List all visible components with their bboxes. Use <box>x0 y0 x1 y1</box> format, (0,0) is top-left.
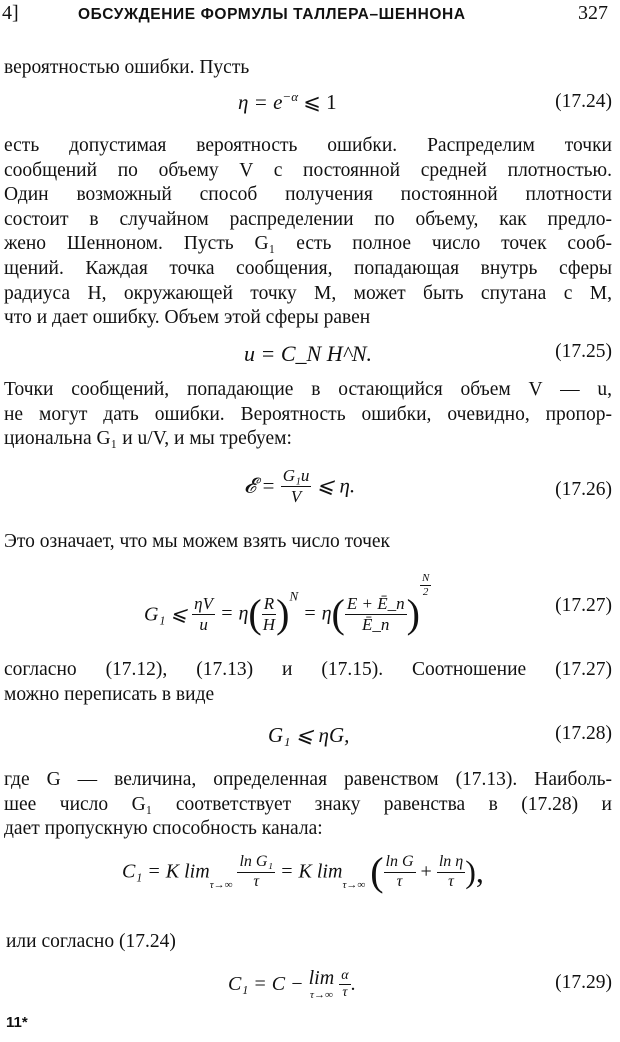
text-line: вероятностью ошибки. Пусть <box>4 57 250 78</box>
eq-rhs: ⩽ 1 <box>298 90 337 114</box>
fraction <box>437 853 465 891</box>
eq-rhs: ⩽ η. <box>316 473 356 498</box>
fraction <box>345 594 407 634</box>
equation-channel-capacity: C₁ = K lim τ→∞ $\frac{\text{ln G₁}}{\tau}$ = K lim τ→∞ ( $\frac{\text{ln G}}{\tau}$ + $\frac{\text{ln η}}{\tau}$ ), <box>122 849 484 894</box>
paragraph-6 <box>4 768 612 842</box>
paragraph-4 <box>4 530 612 555</box>
eq-lhs: η = e <box>238 90 283 114</box>
denominator: τ <box>342 985 348 1001</box>
limit-subscript: τ→∞ <box>209 878 233 891</box>
fraction <box>384 853 416 891</box>
text-line: согласно (17.12), (17.13) и (17.15). Соотношение (17.27) <box>4 659 612 680</box>
eq-lhs: G₁ ⩽ <box>144 603 188 626</box>
numerator: ln G₁ <box>237 853 275 872</box>
equation-17-28: G₁ ⩽ ηG, <box>268 723 350 747</box>
denominator: τ <box>396 872 403 890</box>
denominator: V <box>290 486 302 506</box>
text-line: щений. Каждая точка сообщения, попадающая внутрь сферы <box>4 257 612 279</box>
numerator: N <box>421 572 430 584</box>
text-line: шее число G₁ соответствует знаку равенства в (17.28) и <box>4 793 612 815</box>
eq-lhs: C₁ = C − <box>228 973 304 996</box>
text-line: жено Шенноном. Пусть G₁ есть полное число точек сооб- <box>4 233 612 255</box>
numerator: G₁u <box>282 466 310 485</box>
paragraph-7 <box>6 930 614 955</box>
eq-part: = K lim <box>280 860 343 883</box>
text-line: Точки сообщений, попадающие в остающийся объем V — u, <box>4 379 612 400</box>
equation-number: (17.27) <box>555 595 612 616</box>
text-line: можно переписать в виде <box>4 683 215 705</box>
numerator: α <box>339 968 350 985</box>
text-line: сообщений по объему V с постоянной средней плотностью. <box>4 159 612 181</box>
section-marker: 4] <box>2 2 19 24</box>
text-line: Один возможный способ получения постоянной плотности <box>4 184 612 206</box>
text-line: не могут дать ошибки. Вероятность ошибки, очевидно, пропор- <box>4 403 612 425</box>
exponent: N <box>289 588 299 604</box>
text-line: что и дает ошибку. Объем этой сферы равен <box>4 307 371 329</box>
equation-17-26 <box>244 466 355 506</box>
limit-label: lim <box>308 967 335 990</box>
fraction <box>262 594 276 634</box>
paragraph-2 <box>4 134 612 331</box>
eq-lhs: C₁ = K lim <box>122 860 210 883</box>
denominator: τ <box>253 872 260 890</box>
equation-number: (17.24) <box>555 91 612 112</box>
page-header <box>0 2 620 28</box>
text-line: где G — величина, определенная равенством (17.13). Наиболь- <box>4 769 612 790</box>
paragraph-3 <box>4 378 612 452</box>
numerator: ηV <box>194 594 213 613</box>
fraction <box>339 968 350 1001</box>
numerator: ln G <box>384 853 416 872</box>
equation-number: (17.26) <box>555 479 612 500</box>
numerator: ln η <box>437 853 465 872</box>
numerator: R <box>263 594 275 613</box>
fraction-exponent <box>420 572 431 598</box>
denominator: H <box>262 614 276 634</box>
text-line: циональна G₁ и u/V, и мы требуем: <box>4 428 292 450</box>
eq-tail: ), <box>465 853 484 890</box>
page-number: 327 <box>578 2 608 24</box>
denominator: τ <box>448 872 454 890</box>
denominator: u <box>199 614 208 634</box>
running-title: ОБСУЖДЕНИЕ ФОРМУЛЫ ТАЛЛЕРА–ШЕННОНА <box>78 6 466 23</box>
denominator: 2 <box>422 585 429 598</box>
equation-number: (17.28) <box>555 723 612 744</box>
text-line: или согласно (17.24) <box>6 931 176 952</box>
paragraph-1 <box>4 56 612 81</box>
text-line: состоит в случайном распределении по объему, как предло- <box>4 208 612 230</box>
plus-sign: + <box>420 860 432 883</box>
eq-lhs: 𝓔 = <box>244 473 276 498</box>
fraction <box>281 466 312 506</box>
equation-17-24 <box>238 89 337 115</box>
eq-tail: . <box>350 973 356 996</box>
eq-exponent: −α <box>282 89 299 104</box>
text-line: Это означает, что мы можем взять число точек <box>4 531 391 552</box>
limit-subscript: τ→∞ <box>342 878 366 891</box>
text-line: радиуса H, окружающей точку M, может быть спутана с M, <box>4 282 612 304</box>
limit-subscript: τ→∞ <box>310 989 333 1002</box>
equation-number: (17.29) <box>555 972 612 993</box>
eq-part: = η <box>219 602 249 625</box>
equation-number: (17.25) <box>555 341 612 362</box>
fraction <box>237 853 275 891</box>
fraction <box>192 594 215 634</box>
text-line: есть допустимая вероятность ошибки. Распределим точки <box>4 135 612 156</box>
paragraph-5 <box>4 658 612 707</box>
text-line: дает пропускную способность канала: <box>4 818 323 840</box>
numerator: E + Ē_n <box>346 594 405 613</box>
eq-part: = η <box>303 602 332 625</box>
equation-17-27: G₁ ⩽ $\frac{\eta V}{u}$ = η( $\frac{R}{H}$ )$^N$ = η( $\frac{E + Ē\_n}{Ē\_n}$ ) $\frac{N}{2}$ <box>144 572 430 637</box>
equation-17-25: u = C_N H^N. <box>244 341 373 366</box>
printer-signature: 11* <box>6 1014 28 1031</box>
denominator: Ē_n <box>362 614 390 634</box>
equation-17-29 <box>228 968 356 1001</box>
